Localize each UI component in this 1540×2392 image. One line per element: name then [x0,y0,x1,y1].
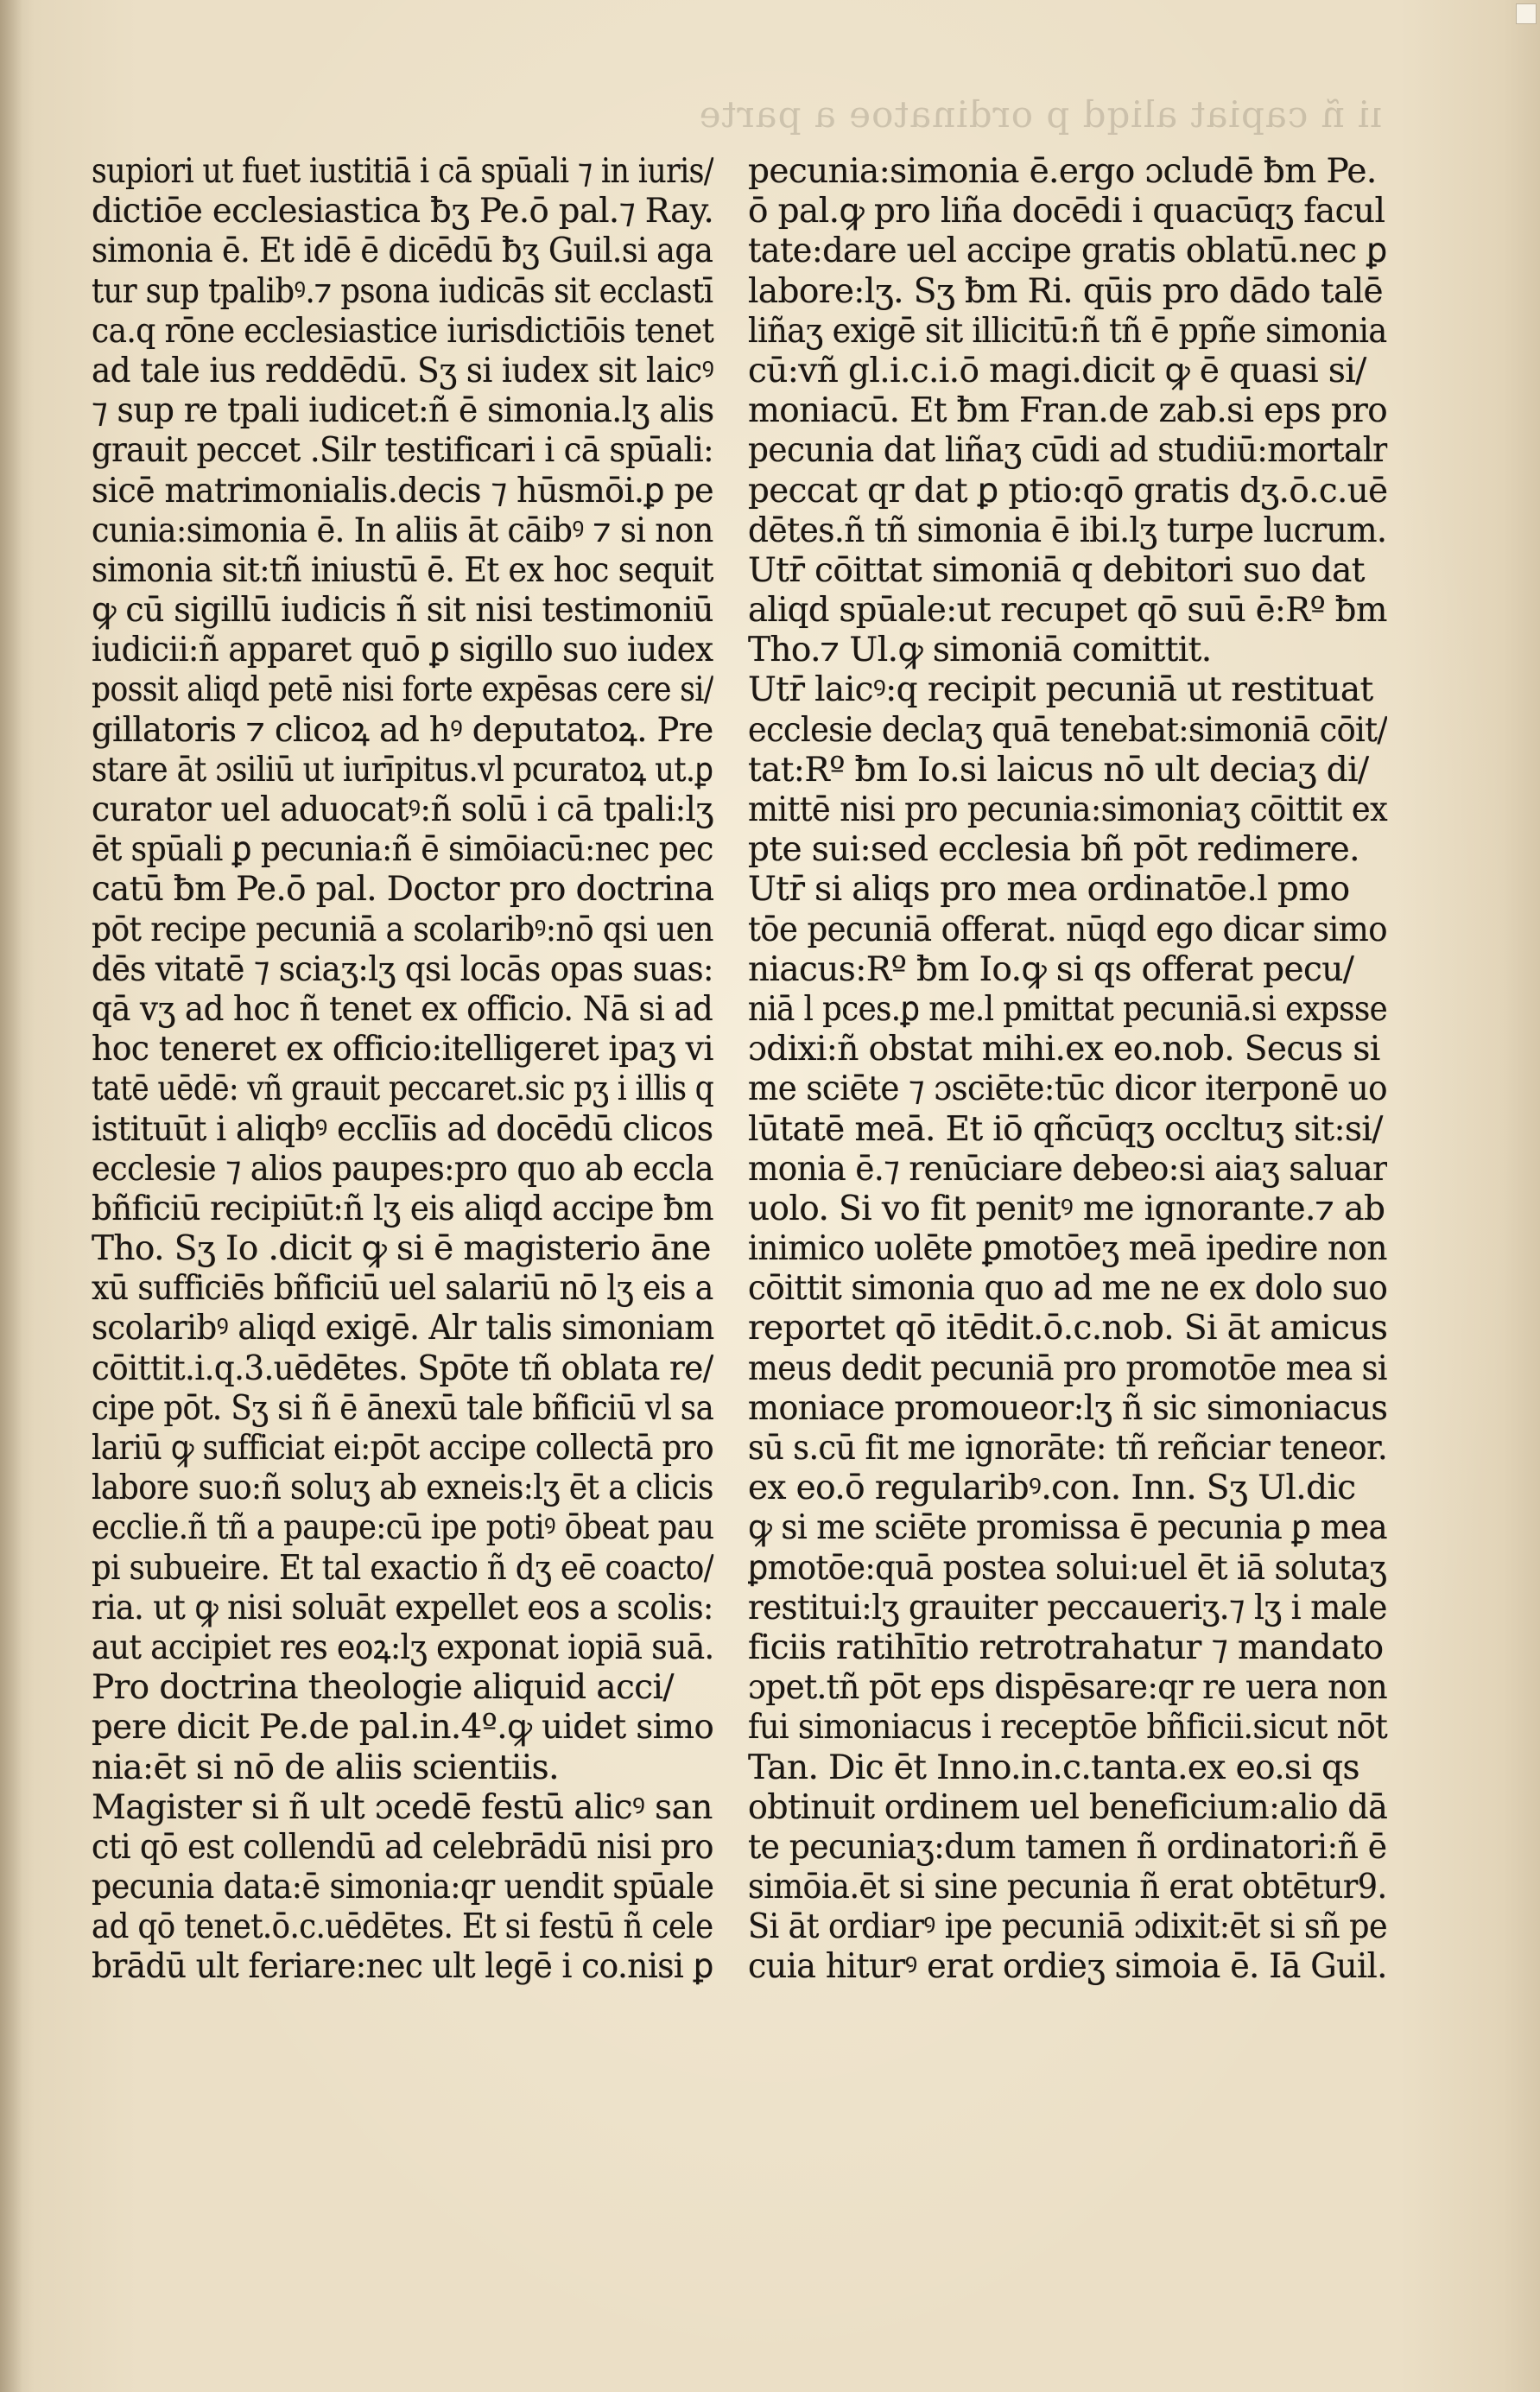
text-line: niacus:Rº ƀm Io.ꝙ si qs offerat pecu/ [748,949,1354,989]
text-line: dēs vitatē ⁊ sciaʒ:lʒ qsi locās opas suas: [92,949,713,989]
text-line: labore suo:ñ soluʒ ab exneis:lʒ ēt a clicis [92,1469,713,1508]
text-line: grauit peccet .Silr testificari i cā spūali: [92,431,713,471]
text-line: Tan. Dic ēt Inno.in.c.tanta.ex eo.si qs [748,1748,1359,1787]
text-line: Magister si ñ ult ɔcedē festū alicꝰ san [92,1787,713,1827]
text-line: reportet qō itēdit.ō.c.nob. Si āt amicus [748,1309,1387,1348]
text-line: xū sufficiēs bñficiū uel salariū nō lʒ eis a [92,1269,713,1309]
text-line: aliqd spūale:ut recupet qō suū ē:Rº ƀm [748,591,1387,631]
right-text-column [748,152,1387,1988]
text-line: ex eo.ō regularibꝰ.con. Inn. Sʒ Ul.dic [748,1469,1356,1508]
text-line: pi subueire. Et tal exactio ñ dʒ eē coacto/ [92,1548,714,1588]
text-line: labore:lʒ. Sʒ ƀm Ri. qūis pro dādo talē [748,271,1384,311]
text-line: cti qō est collendū ad celebrādū nisi pro [92,1827,713,1867]
text-line: ad qō tenet.ō.c.uēdētes. Et si festū ñ cele [92,1907,713,1947]
text-line: pere dicit Pe.de pal.in.4º.ꝙ uidet simo [92,1708,714,1748]
text-line: uolo. Si vo fit penitꝰ me ignorante.⁊ ab [748,1189,1385,1228]
text-line: bñficiū recipiūt:ñ lʒ eis aliqd accipe ƀm [92,1189,713,1228]
text-line: cipe pōt. Sʒ si ñ ē ānexū tale bñficiū vl sa [92,1388,714,1428]
text-line: Tho. Sʒ Io .dicit ꝙ si ē magisterio āne [92,1229,711,1269]
text-line: possit aliqd petē nisi forte expēsas cere si/ [92,670,713,710]
show-through-text: ıi ñ capiat aliqd p ordinatoe a parte [698,93,1382,136]
text-line: Tho.⁊ Ul.ꝙ simoniā comittit. [748,631,1212,670]
text-line: cōittit simonia quo ad me ne ex dolo suo [748,1269,1387,1309]
text-line: inimico uolēte ꝑmotōeʒ meā ipedire non [748,1229,1387,1269]
text-line: tate:dare uel accipe gratis oblatū.nec ꝑ [748,232,1387,271]
text-line: brādū ult feriare:nec ult legē i co.nisi ꝑ [92,1947,713,1987]
text-line: tōe pecuniā offerat. nūqd ego dicar simo [748,910,1387,949]
text-line: pecunia dat liñaʒ cūdi ad studiū:mortalr [748,431,1388,471]
text-line: curator uel aduocatꝰ:ñ solū i cā tpali:lʒ [92,790,713,829]
text-line: Si āt ordiarꝰ ipe pecuniā ɔdixit:ēt si sñ pe [748,1907,1387,1947]
text-line: ⁊ sup re tpali iudicet:ñ ē simonia.lʒ alis [92,391,714,431]
text-line: iudicii:ñ apparet quō ꝑ sigillo suo iudex [92,631,713,670]
text-line: ō pal.ꝙ pro liña docēdi i quacūqʒ facul [748,192,1385,232]
text-line: nia:ēt si nō de aliis scientiis. [92,1748,559,1787]
text-line: obtinuit ordinem uel beneficium:alio dā [748,1787,1388,1827]
text-line: me sciēte ⁊ ɔsciēte:tūc dicor iterponē uo [748,1069,1388,1109]
text-line: fui simoniacus i receptōe bñficii.sicut nōt [748,1708,1388,1748]
left-text-column [92,152,713,1988]
text-line: simonia sit:tñ iniustū ē. Et ex hoc sequit [92,550,713,590]
text-line: liñaʒ exigē sit illicitū:ñ tñ ē ppñe simonia [748,311,1387,351]
text-line: lūtatē meā. Et iō qñcūqʒ occltuʒ sit:si/ [748,1109,1383,1149]
text-line: dictiōe ecclesiastica ƀʒ Pe.ō pal.⁊ Ray. [92,192,714,232]
text-line: ria. ut ꝙ nisi soluāt expellet eos a scolis: [92,1588,713,1627]
text-line: gillatoris ⁊ clicoꝝ ad hꝰ deputatoꝝ. Pre [92,710,713,750]
text-line: lariū ꝙ sufficiat ei:pōt accipe collectā pro [92,1429,713,1468]
text-line: Pro doctrina theologie aliquid acci/ [92,1668,674,1708]
text-line: moniace promoueor:lʒ ñ sic simoniacus [748,1388,1388,1428]
text-line: ꝙ cū sigillū iudicis ñ sit nisi testimoniū [92,591,713,631]
text-line: peccat qr dat ꝑ ptio:qō gratis dʒ.ō.c.uē [748,471,1388,511]
text-line: monia ē.⁊ renūciare debeo:si aiaʒ saluar [748,1149,1387,1189]
text-line: pte sui:sed ecclesia bñ pōt redimere. [748,830,1359,870]
text-line: pōt recipe pecuniā a scolaribꝰ:nō qsi uen [92,910,713,949]
text-line: ꝑmotōe:quā postea solui:uel ēt iā solutaʒ [748,1548,1387,1588]
text-line: ɔdixi:ñ obstat mihi.ex eo.nob. Secus si [748,1030,1380,1069]
gutter-shadow [0,0,22,2392]
text-line: moniacū. Et ƀm Fran.de zab.si eps pro [748,391,1387,431]
text-line: pecunia data:ē simonia:qr uendit spūale [92,1868,714,1907]
text-line: niā l pces.ꝑ me.l pmittat pecuniā.si expsse [748,989,1387,1029]
text-line: ecclesie declaʒ quā tenebat:simoniā cōit/ [748,710,1387,750]
text-line: tatē uēdē: vñ grauit peccaret.sic pʒ i illis q [92,1069,713,1109]
text-line: stare āt ɔsiliū ut iurīpitus.vl pcuratoꝝ ut.ꝑ [92,750,713,790]
text-line: sicē matrimonialis.decis ⁊ hūsmōi.ꝑ pe [92,471,714,511]
text-line: meus dedit pecuniā pro promotōe mea si [748,1348,1387,1388]
text-line: pecunia:simonia ē.ergo ɔcludē ƀm Pe. [748,152,1377,191]
text-line: scolaribꝰ aliqd exigē. Alr talis simoniam [92,1309,714,1348]
text-line: hoc teneret ex officio:itelligeret ipaʒ vi [92,1030,713,1069]
text-line: Utr̄ laicꝰ:q recipit pecuniā ut restituat [748,670,1373,710]
text-line: tat:Rº ƀm Io.si laicus nō ult deciaʒ di/ [748,750,1369,790]
text-line: cunia:simonia ē. In aliis āt cāibꝰ ⁊ si non [92,511,713,550]
text-line: restitui:lʒ grauiter peccaueriʒ.⁊ lʒ i male [748,1588,1387,1627]
text-line: catū ƀm Pe.ō pal. Doctor pro doctrina [92,870,714,910]
text-line: aut accipiet res eoꝝ:lʒ exponat iopiā suā. [92,1627,714,1667]
text-line: te pecuniaʒ:dum tamen ñ ordinatori:ñ ē [748,1827,1387,1867]
text-line: cū:vñ gl.i.c.i.ō magi.dicit ꝙ ē quasi si/ [748,351,1366,390]
scan-corner-marker [1516,3,1537,24]
text-line: tur sup tpalibꝰ.⁊ psona iudicās sit ecclastī [92,271,713,311]
text-line: ꝙ si me sciēte promissa ē pecunia ꝑ mea [748,1508,1388,1548]
text-line: cuia hiturꝰ erat ordieʒ simoia ē. Iā Guil. [748,1947,1387,1987]
text-line: Utr̄ cōittat simoniā q debitori suo dat [748,550,1365,590]
text-line: cōittit.i.q.3.uēdētes. Spōte tñ oblata re/ [92,1348,713,1388]
text-line: ad tale ius reddēdū. Sʒ si iudex sit laicꝰ [92,351,713,390]
text-line: ficiis ratihītio retrotrahatur ⁊ mandato [748,1627,1384,1667]
text-line: mittē nisi pro pecunia:simoniaʒ cōittit ex [748,790,1388,829]
text-line: supiori ut fuet iustitiā i cā spūali ⁊ in iuris/ [92,152,714,191]
text-line: ecclie.ñ tñ a paupe:cū ipe potiꝰ ōbeat pau [92,1508,714,1548]
text-line: istituūt i aliqbꝰ ecclīis ad docēdū clicos [92,1109,713,1149]
text-line: ēt spūali ꝑ pecunia:ñ ē simōiacū:nec pec [92,830,713,870]
text-line: dētes.ñ tñ simonia ē ibi.lʒ turpe lucrum. [748,511,1387,550]
text-line: ɔpet.tñ pōt eps dispēsare:qr re uera non [748,1668,1387,1708]
text-line: qā vʒ ad hoc ñ tenet ex officio. Nā si ad [92,989,713,1029]
text-line: simōia.ēt si sine pecunia ñ erat obtētur9. [748,1868,1387,1907]
text-line: ecclesie ⁊ alios paupes:pro quo ab eccla [92,1149,713,1189]
text-line: sū s.cū fit me ignorāte: tñ reñciar teneor. [748,1429,1388,1468]
text-line: simonia ē. Et idē ē dicēdū ƀʒ Guil.si aga [92,232,713,271]
text-line: Utr̄ si aliqs pro mea ordinatōe.l pmo [748,870,1350,910]
text-line: ca.q rōne ecclesiastice iurisdictiōis tenet [92,311,714,351]
